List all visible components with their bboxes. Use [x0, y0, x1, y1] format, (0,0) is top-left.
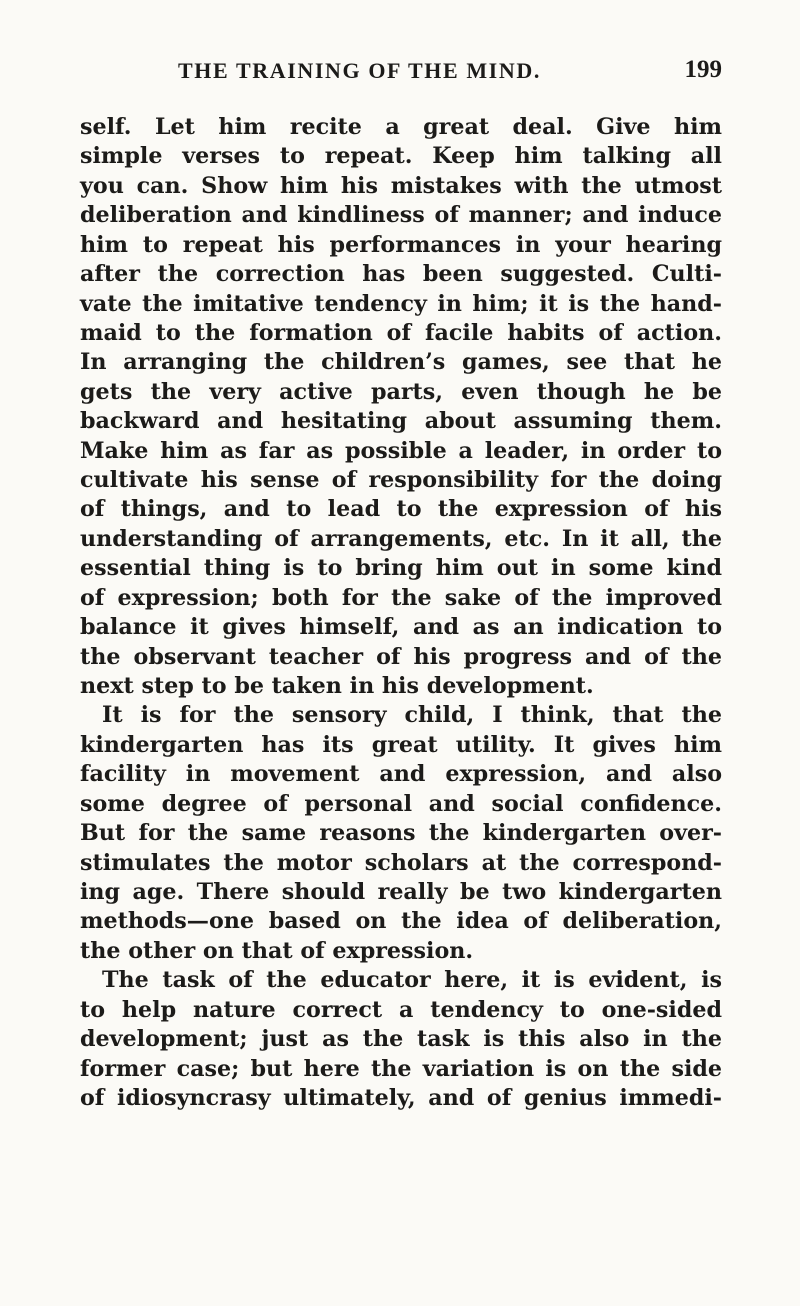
text-line: after the correction has been suggested. Culti-	[80, 261, 722, 288]
text-line: vate the imitative tendency in him; it is the hand-	[80, 290, 722, 317]
text-line: of expression; both for the sake of the improved	[80, 584, 722, 611]
text-line: the observant teacher of his progress and of the	[80, 643, 722, 670]
running-title: THE TRAINING OF THE MIND.	[178, 58, 541, 83]
text-line: methods—one based on the idea of deliberation,	[80, 908, 722, 935]
text-line: gets the very active parts, even though he be	[80, 378, 722, 405]
text-line: deliberation and kindliness of manner; and induce	[80, 202, 722, 229]
text-line: of things, and to lead to the expression of his	[80, 496, 722, 523]
text-line: to help nature correct a tendency to one-sided	[80, 996, 722, 1023]
text-line: simple verses to repeat. Keep him talking all	[80, 143, 722, 170]
text-line: The task of the educator here, it is evident, is	[102, 967, 722, 994]
body-text	[80, 113, 722, 1113]
text-line: development; just as the task is this also in the	[80, 1026, 722, 1053]
text-line: backward and hesitating about assuming them.	[80, 408, 722, 435]
text-line: cultivate his sense of responsibility for the doing	[80, 467, 722, 494]
text-line: It is for the sensory child, I think, that the	[102, 702, 722, 729]
text-line: ing age. There should really be two kindergarten	[80, 878, 722, 905]
text-line: maid to the formation of facile habits of action.	[80, 319, 722, 346]
text-line: Make him as far as possible a leader, in order to	[80, 437, 722, 464]
text-line: kindergarten has its great utility. It gives him	[80, 731, 722, 758]
text-line: some degree of personal and social confidence.	[80, 790, 722, 817]
text-line: of idiosyncrasy ultimately, and of genius immedi-	[80, 1084, 722, 1111]
running-head	[80, 58, 722, 98]
text-line: facility in movement and expression, and also	[80, 761, 722, 788]
text-line: him to repeat his performances in your hearing	[80, 231, 722, 258]
page-number: 199	[684, 56, 722, 83]
text-line: you can. Show him his mistakes with the utmost	[80, 172, 722, 199]
text-line: understanding of arrangements, etc. In it all, the	[80, 525, 722, 552]
text-line: essential thing is to bring him out in some kind	[80, 555, 722, 582]
text-line: next step to be taken in his development.	[80, 673, 594, 700]
text-line: self. Let him recite a great deal. Give him	[80, 114, 722, 140]
text-line: balance it gives himself, and as an indication to	[80, 614, 722, 641]
text-line: stimulates the motor scholars at the correspond-	[80, 849, 722, 876]
text-line: But for the same reasons the kindergarten over-	[80, 820, 722, 847]
text-line: former case; but here the variation is on the side	[80, 1055, 722, 1082]
text-line: the other on that of expression.	[80, 937, 474, 964]
text-line: In arranging the children’s games, see that he	[80, 349, 722, 376]
